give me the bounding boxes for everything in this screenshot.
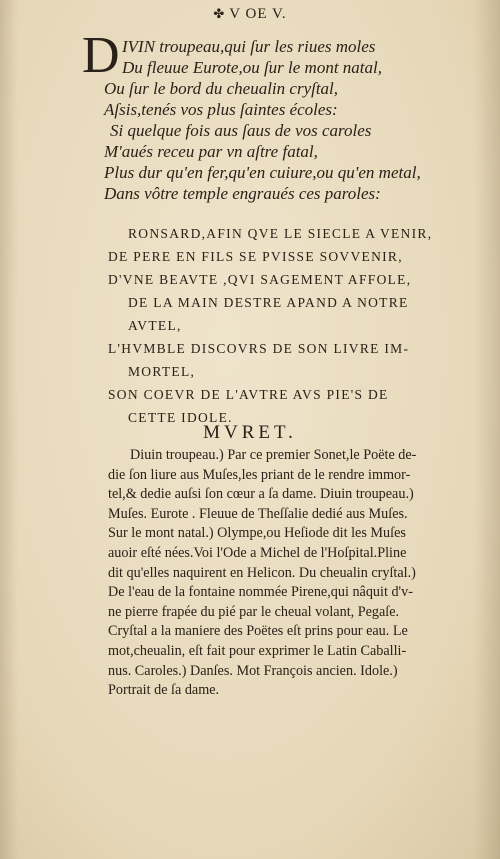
running-title: V OE V.	[229, 6, 287, 22]
verse-line: Si quelque fois aus ſaus de vos caroles	[110, 121, 372, 140]
commentary-heading: MVRET.	[203, 422, 297, 443]
commentary-line: ne pierre frapée du pié par le cheual volant, Pegaſe.	[108, 603, 400, 620]
sonnet-verses	[104, 36, 488, 204]
verse-line: Dans vôtre temple engraués ces paroles:	[104, 184, 381, 203]
verse-line: Du fleuue Eurote,ou ſur le mont natal,	[122, 58, 383, 77]
verse-line: M'aués receu par vn aſtre fatal,	[104, 142, 318, 161]
inscription-line: DE LA MAIN DESTRE APAND A NOTRE	[128, 295, 409, 310]
verse-line: Ou ſur le bord du cheualin cryſtal,	[104, 79, 339, 98]
commentary-line: dit qu'elles naquirent en Helicon. Du cheualin cryſtal.)	[108, 564, 416, 581]
commentary-line: die ſon liure aus Muſes,les priant de le rendre immor-	[108, 466, 411, 483]
commentary-line: Portrait de ſa dame.	[108, 682, 220, 699]
inscription-line: RONSARD,AFIN QVE LE SIECLE A VENIR,	[128, 226, 433, 241]
commentary-line: Muſes. Eurote . Fleuue de Theſſalie dedié aus Muſes.	[108, 505, 408, 522]
commentary-line: auoir eſté nées.Voi l'Ode a Michel de l'Hoſpital.Pline	[108, 544, 407, 561]
commentary-line: nus. Caroles.) Danſes. Mot François ancien. Idole.)	[108, 662, 398, 679]
commentary-line: mot,cheualin, eſt fait pour exprimer le Latin Caballi-	[108, 642, 407, 659]
fleuron-ornament-icon: ✤	[213, 6, 226, 21]
commentary-line: Sur le mont natal.) Olympe,ou Heſiode dit les Muſes	[108, 525, 406, 542]
verse-line: IVIN troupeau,qui ſur les riues moles	[122, 37, 376, 56]
commentary-line: Diuin troupeau.) Par ce premier Sonet,le Poëte de-	[130, 447, 417, 463]
inscription-line: L'HVMBLE DISCOVRS DE SON LIVRE IM-	[108, 341, 410, 356]
inscription-block	[108, 222, 486, 429]
commentary-line: tel,& dedie auſsi ſon cœur a ſa dame. Diuin troupeau.)	[108, 486, 414, 503]
commentary-text	[108, 446, 490, 701]
inscription-line: CETTE IDOLE.	[128, 410, 233, 425]
verse-line: Plus dur qu'en fer,qu'en cuiure,ou qu'en metal,	[104, 163, 421, 182]
drop-cap: D	[82, 27, 120, 84]
commentary-line: De l'eau de la fontaine nommée Pirene,qui nâquit d'v-	[108, 584, 413, 601]
commentary-line: Cryſtal a la maniere des Poëtes eſt prins pour eau. Le	[108, 623, 408, 640]
inscription-line: DE PERE EN FILS SE PVISSE SOVVENIR,	[108, 249, 403, 264]
page-header	[0, 6, 500, 23]
verse-line: Aſsis,tenés vos plus ſaintes écoles:	[104, 100, 338, 119]
inscription-line: MORTEL,	[128, 364, 196, 379]
inscription-line: AVTEL,	[128, 318, 182, 333]
inscription-line: D'VNE BEAVTE ,QVI SAGEMENT AFFOLE,	[108, 272, 412, 287]
inscription-line: SON COEVR DE L'AVTRE AVS PIE'S DE	[108, 387, 389, 402]
